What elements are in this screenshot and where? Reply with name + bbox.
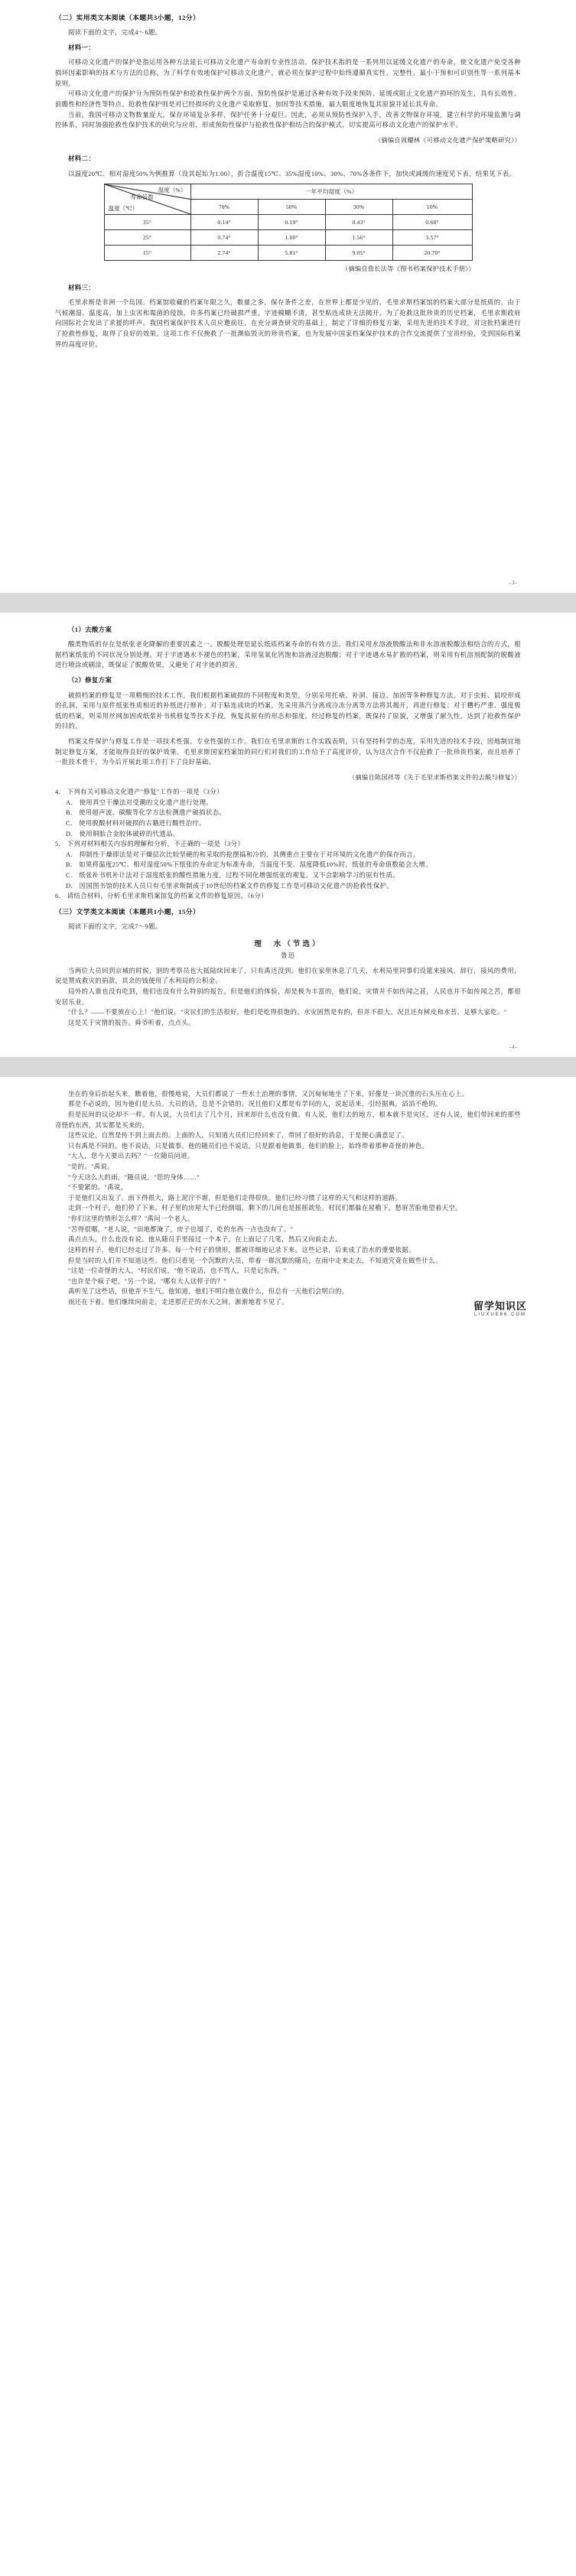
material1-label: 材料一： <box>68 44 96 51</box>
page-separator-1 <box>0 593 576 613</box>
page-number-2: -4- <box>509 1044 518 1051</box>
cell-25-70: 0.74° <box>190 230 258 246</box>
question-4-option-b: B． 使用超声波、碳酸等化学方法检测遗产破损状态。 <box>66 809 226 817</box>
cell-35-10: 0.68° <box>392 215 472 230</box>
question-4-stem: 4． 下列有关可移动文化遗产"修复"工作的一项是（3分） <box>55 789 223 796</box>
plan1-label: （1）去酸方案 <box>68 626 112 633</box>
section-heading-wenxue: （三）文学类文本阅读（本题共1小题，15分） <box>55 907 200 916</box>
document-page-2 <box>0 613 576 1057</box>
question-5-stem: 5． 下列对材料相关内容的理解和分析，不正确的一项是（3分） <box>55 841 245 848</box>
story-para-2: 局外的人谁也没有吃到，他们也没有什么特别的报告。但是他们的体验，却是极为丰富的，他们说，灾情并不如传闻之甚，人民也并不如传闻之苦，都很安居乐业。 <box>55 988 521 1006</box>
question-4-option-d: D． 使用铜胎合金胶体破碎的代遗品。 <box>66 830 180 838</box>
plan2-label: （2）修复方案 <box>68 676 112 684</box>
row-temp-15: 15° <box>104 246 190 261</box>
cell-15-50: 5.81° <box>258 246 325 261</box>
material1-para-1: 可移动文化遗产的保护是指运用各种方法延长可移动文化遗产寿命的专业性活动。保护技术指的是一系列用以延缓文化遗产的寿命，使文化遗产免受各种损坏因素影响的技术与方法的总称。为了科学有效地保护可移动文化遗产，就必须在保护过程中始终遵循真实性、完整性、最小干预和可识别性等一系列基本原则。 <box>55 59 521 87</box>
cell-35-70: 0.14° <box>190 215 258 230</box>
page3-para-5: 只有禹是不同的。他不说话，只是做事。他的随员们也不说话，只是跟着他做事。他们的脸上，始终带着那种奇怪的神色。 <box>68 1142 429 1150</box>
page3-para-10: 于是他们又出发了。雨下得很大，路上泥泞不堪，但是他们走得很快。他们已经习惯了这样的天气和这样的道路。 <box>68 1194 402 1202</box>
cell-25-50: 1.00° <box>258 230 325 246</box>
story-para-4: 这是关于灾情的报告。舜爷听着，点点头。 <box>68 1019 195 1026</box>
page3-para-18: "也许是个疯子吧，"另一个说，"哪有大人这样子的？" <box>68 1277 227 1285</box>
instruction-wenxue: 阅读下面的文字，完成7～9题。 <box>68 923 162 931</box>
page3-para-16: 但是当时的人们并不知道这些。他们只看见一个沉默的大员，带着一群沉默的随员，在雨中走来走去，不知道究竟在做些什么。 <box>68 1257 442 1264</box>
table-corner-life-label: 寿命倍数 <box>130 194 154 201</box>
table-corner-cell <box>104 184 190 215</box>
watermark-sub: LIUXUE86.COM <box>473 1312 526 1317</box>
cell-35-50: 0.19° <box>258 215 325 230</box>
question-4-option-c: C． 使用脱酸材料对破损的古籍进行酸性治疗。 <box>66 819 206 827</box>
table-col-h70: 70% <box>190 200 258 215</box>
page3-para-11: 走到一个村子，他们停了下来。村子里的房屋大半已经倒塌，剩下的几间也是摇摇欲坠。村民们都躲在屋檐下，愁眉苦脸地望着天空。 <box>68 1205 462 1212</box>
question-5-option-c: C． 纸张补书机补计法对于湿度纸张的酸性措施力度，过程不同化增强纸张的观复，又不会影响学习的原有性质。 <box>66 871 399 879</box>
page3-para-19: 禹听见了这些话，但他并不生气。他知道，他们不明白他在做什么，但总有一天他们会明白的。 <box>68 1288 349 1296</box>
page3-para-3: 但是民间的议论却不一样。有人说，大员们去了几个月，回来却什么也没有做。有人说，他们去的地方，根本就不是灾区。还有人说，他们带回来的那些奇怪的东西，其实都是买来的。 <box>55 1111 521 1129</box>
cell-15-10: 20.70° <box>392 246 472 261</box>
row-temp-35: 35° <box>104 215 190 230</box>
watermark-main: 留学知识区 <box>473 1299 527 1312</box>
page3-para-1: 坐在的身后抬起头来，瞧着他，很慢地说，大员们都说了一些水土治理的事情，又沉甸甸地坐了下来，好像是一块沉重的石头压在心上。 <box>68 1090 469 1098</box>
page3-para-12: "你们这里的情形怎么样？"禹问一个老人。 <box>68 1215 194 1223</box>
table-col-h50: 50% <box>258 200 325 215</box>
material2-source: （摘编自詹长法等《图书档案保护技术手册》） <box>341 265 475 273</box>
plan2-text: 破损档案的修复是一项精细的技术工作。我们根据档案破损的不同程度和类型，分别采用托裱、补洞、接边、加固等多种修复方法。对于虫蛀、鼠咬形成的孔洞，采用与原件纸张性质相近的补纸进行修补；对于粘连成块的档案，先采用蒸汽分离或冷冻分离等方法将其揭开，再进行修复；对于糟朽严重、强度极低的档案，则采用丝网加固或纸浆补书机修复等技术手段，恢复其原有的形态和强度。经过修复的档案，既保持了原貌，又增强了耐久性，达到了抢救性保护的目的。 <box>55 691 521 730</box>
material3-label: 材料三： <box>68 284 96 291</box>
page-number-1: -3- <box>509 580 518 587</box>
material1-source: （摘编自周耀林《可移动文化遗产保护策略研究》） <box>374 136 521 144</box>
page3-para-14: 禹点点头，什么也没有说。他从随员手里接过一个本子，在上面记了几笔，然后又向前走去。 <box>68 1236 342 1244</box>
page3-para-9: "不要紧的。"禹说。 <box>68 1184 128 1192</box>
material2-intro: 以温度20℃、相对湿度50%为例推算（设其起始为1.00），折合温度15℃、35%湿度10%、30%、70%各条件下，加快或减缓的速度见下表，结果见下表。 <box>68 170 516 177</box>
material1-para-3: 当前，我国可移动文物数量庞大，保存环境复杂多样，保护任务十分艰巨。因此，必须从预防性保护入手，改善文物保存环境，建立科学的环境监测与调控体系，同时加强抢救性保护技术的研究与应用，形成预防性保护与抢救性保护相结合的保护模式，切实提高可移动文化遗产的保护水平。 <box>55 111 521 129</box>
question-5-option-b: B． 如果将温度25℃、相对湿度50%下纸张的寿命定为标准寿命，当温度不变、湿度降低10%时，纸张的寿命值数能会大增。 <box>66 861 432 869</box>
page3-para-8: "今天这么大的雨，"随员说，"您的身体……" <box>68 1173 200 1181</box>
table-corner-humidity-label: 湿度（%） <box>158 187 187 194</box>
document-page-1 <box>0 0 576 593</box>
page-separator-2 <box>0 1057 576 1077</box>
question-4-option-a: A． 使用真空干燥法对受潮的文化遗产进行处理。 <box>66 798 213 806</box>
plan1-text: 酸类物质的存在是纸张老化降解的重要因素之一。脱酸处理是延长纸质档案寿命的有效方法。我们采用水溶液脱酸法和非水溶液脱酸法相结合的方式，根据档案纸张的不同状况分别处理。对于字迹遇水不褪色的档案，采用氢氧化钙饱和溶液浸泡脱酸；对于字迹遇水易扩散的档案，则采用有机溶剂配制的脱酸液进行喷涂或刷涂，既保证了脱酸效果，又避免了对字迹的损害。 <box>55 641 521 669</box>
cell-25-10: 3.57° <box>392 230 472 246</box>
page3-para-17: "这是一位奇怪的大人，"村民们说，"他不说话，也不骂人，只是记东西。" <box>68 1267 287 1275</box>
table-row <box>104 246 472 261</box>
table-row <box>104 230 472 246</box>
section-heading-shiyong: （二）实用类文本阅读（本题共3小题，12分） <box>55 14 200 21</box>
table-corner-temp-label: 温度（℃） <box>108 205 138 213</box>
material2-label: 材料二： <box>68 155 96 163</box>
row-temp-25: 25° <box>104 230 190 246</box>
document-page-3 <box>0 1077 576 1337</box>
table-row <box>104 215 472 230</box>
page3-para-20: 雨还在下着。他们继续向前走，走进那茫茫的水天之间，渐渐地看不见了。 <box>68 1298 288 1306</box>
question-6-stem: 6． 请结合材料，分析毛里求斯档案馆复的档案文件的修复原因。（6分） <box>55 893 268 900</box>
page3-para-2: 那是不必说的，因为他们是大员。大员的话，总是不会错的。况且他们又都是有学问的人，说起话来，引经据典，滔滔不绝的。 <box>68 1101 442 1108</box>
material1-para-2: 可移动文化遗产的保护分为预防性保护和抢救性保护两个方面。预防性保护是通过各种有效手段来预防、延缓或阻止文化遗产损坏的发生，具有长效性、前瞻性和经济性等特点。抢救性保护则是对已经损坏的文化遗产采取修复、加固等技术措施，最大限度地恢复其原貌并延长其寿命。 <box>55 90 521 108</box>
question-5-option-a: A． 抑制性干燥即法是对干燥层次比较坚硬的和采取的抢摆搞和冷的，其侧重点主要在于对环境的文化遗产的保存而言。 <box>66 851 420 858</box>
cell-35-30: 0.43° <box>325 215 392 230</box>
closing-text: 档案文件保护与修复工作是一项技术性强、专业性强的工作。我们在毛里求斯的工作实践表明，只有坚持科学的态度，采用先进的技术手段，因地制宜地制定修复方案，才能取得良好的保护效果。毛里求斯国家档案馆的同行们对我们的工作给予了高度评价，认为这次合作不仅抢救了一批珍贵档案，而且培养了一批技术骨干，为今后开展此项工作打下了良好基础。 <box>55 737 521 766</box>
cell-15-70: 2.74° <box>190 246 258 261</box>
question-5-option-d: D． 因国图书馆的技术人员只有毛里求斯制成于10世纪的档案文件的修复工作是可移动文化遗产的抢救性保护。 <box>66 882 393 890</box>
story-title: 理 水（节选） <box>254 939 322 948</box>
story-para-3: "什么？——不要放在心上！"他们说，"灾民们的生活很好，他们是吃得很饱的。水灾固然是有的，但并不很大。况且还有树皮和水苔，足够大家吃。" <box>68 1009 507 1016</box>
table-group-header: 一年平均湿度（%） <box>190 184 472 200</box>
page3-para-7: "是的。"禹说。 <box>68 1163 114 1171</box>
instruction-shiyong: 阅读下面的文字，完成4～6题。 <box>68 29 162 37</box>
story-author: 鲁迅 <box>281 952 295 960</box>
table-col-h10: 10% <box>392 200 472 215</box>
cell-25-30: 1.56° <box>325 230 392 246</box>
closing-source: （摘编自陈国祥等《关于毛里求斯档案文件的去酸与修复》） <box>348 773 521 781</box>
page3-para-4: 这些议论，自然是传不到上面去的。上面的人，只知道大员们已经回来了，带回了很好的消息，于是便心满意足了。 <box>68 1132 408 1140</box>
page3-para-6: "大人，您今天要出去吗？"一位随员问道。 <box>68 1153 194 1160</box>
page3-para-13: "苦得很哪，"老人说，"田地都淹了，房子也塌了，吃的东西一点也没有了。" <box>68 1225 294 1233</box>
table-col-h30: 30% <box>325 200 392 215</box>
site-watermark <box>473 1298 527 1317</box>
humidity-lifetime-table <box>104 184 473 261</box>
page3-para-15: 这样的村子，他们已经走过了许多。每一个村子的情形，都被详细地记录下来。这些记录，后来成了治水的重要依据。 <box>68 1246 415 1254</box>
material3-para-1: 毛里求斯是非洲一个岛国。档案馆收藏的档案年限之久，数量之多，保存条件之差，在世界上都是少见的。毛里求斯档案馆的档案大部分是纸质的，由于气候潮湿、温度高，加上虫害和霉菌的侵蚀，许多档案已经破损严重，字迹模糊不清，甚至粘连成块无法揭开。为了抢救这批珍贵的历史档案，毛里求斯政府向国际社会发出了求援的呼声。我国档案保护技术人员应邀前往，在充分调查研究的基础上，制定了详细的修复方案，采用先进的技术手段，对这批档案进行了抢救性修复，取得了良好的效果。这项工作不仅挽救了一批濒临毁灭的珍贵档案，也为发展中国家档案保护技术的合作交流提供了宝贵经验，受到国际档案界的高度评价。 <box>55 299 521 348</box>
story-para-1: 当两位大员回到京城的时候，别的考察员也大抵陆续回来了，只有禹还没到。他们在家里休息了几天，水利局里同事们设筵来接风，辞行，接风的费用，说是赞成救灾的捐款，其余的钱便用了水利局的公积金。 <box>55 967 521 985</box>
cell-15-30: 9.05° <box>325 246 392 261</box>
